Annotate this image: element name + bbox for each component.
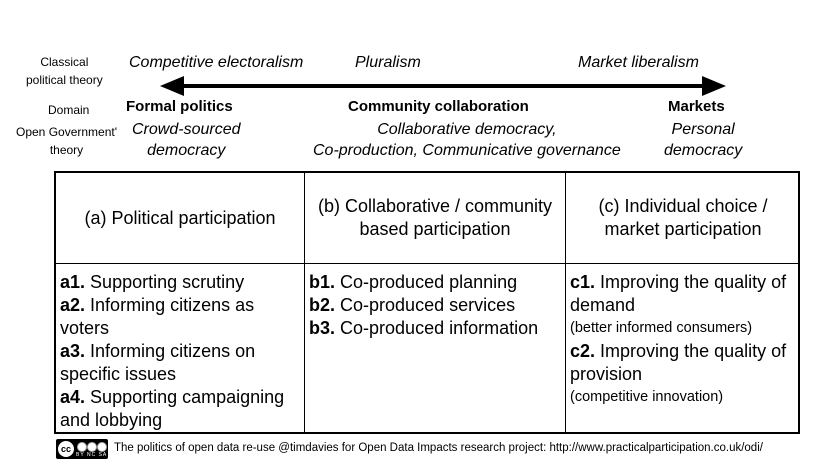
column-a-items bbox=[60, 271, 300, 432]
cc-license-icon: cc BY NC SA bbox=[56, 439, 108, 459]
cc-license-badge-text: BY NC SA bbox=[76, 452, 108, 458]
arrow-head-left bbox=[160, 76, 184, 96]
og-theory-left: Crowd-sourced democracy bbox=[132, 121, 241, 159]
column-b-items bbox=[309, 271, 563, 340]
og-theory-middle: Collaborative democracy, Co-production, Communicative governance bbox=[313, 121, 621, 159]
footer-text: The politics of open data re-use @timdavies for Open Data Impacts research project: http://www.practicalparticipation.co.uk/odi/ bbox=[114, 442, 763, 454]
spectrum-arrow bbox=[160, 74, 726, 98]
list-item: b2. Co-produced services bbox=[309, 295, 516, 315]
label-domain: Domain bbox=[48, 103, 90, 117]
column-header-a: (a) Political participation bbox=[84, 208, 276, 228]
participation-grid bbox=[54, 171, 800, 434]
list-item-note: (competitive innovation) bbox=[570, 389, 724, 405]
column-c-items bbox=[570, 271, 798, 409]
header-divider bbox=[56, 263, 798, 264]
list-item: c2. Improving the quality of provision bbox=[570, 341, 787, 384]
domain-right: Markets bbox=[668, 98, 725, 115]
list-item: a1. Supporting scrutiny bbox=[60, 272, 245, 292]
list-item: a3. Informing citizens on specific issues bbox=[60, 341, 256, 384]
label-open-government-theory: Open Government' theory bbox=[16, 125, 118, 157]
list-item: b1. Co-produced planning bbox=[309, 272, 518, 292]
domain-left: Formal politics bbox=[126, 98, 233, 115]
spectrum-left: Competitive electoralism bbox=[129, 54, 304, 71]
column-header-b: (b) Collaborative / community based participation bbox=[317, 196, 553, 239]
spectrum-right: Market liberalism bbox=[578, 54, 699, 71]
domain-middle: Community collaboration bbox=[348, 98, 529, 115]
spectrum-middle: Pluralism bbox=[355, 54, 421, 71]
list-item: c1. Improving the quality of demand bbox=[570, 272, 787, 315]
arrow-head-right bbox=[702, 76, 726, 96]
list-item: b3. Co-produced information bbox=[309, 318, 539, 338]
list-item: a2. Informing citizens as voters bbox=[60, 295, 255, 338]
list-item-note: (better informed consumers) bbox=[570, 320, 753, 336]
list-item: a4. Supporting campaigning and lobbying bbox=[60, 387, 285, 430]
og-theory-right: Personal democracy bbox=[664, 121, 743, 159]
label-classical-political-theory: Classical political theory bbox=[26, 55, 103, 87]
column-header-c: (c) Individual choice / market participation bbox=[598, 196, 768, 239]
